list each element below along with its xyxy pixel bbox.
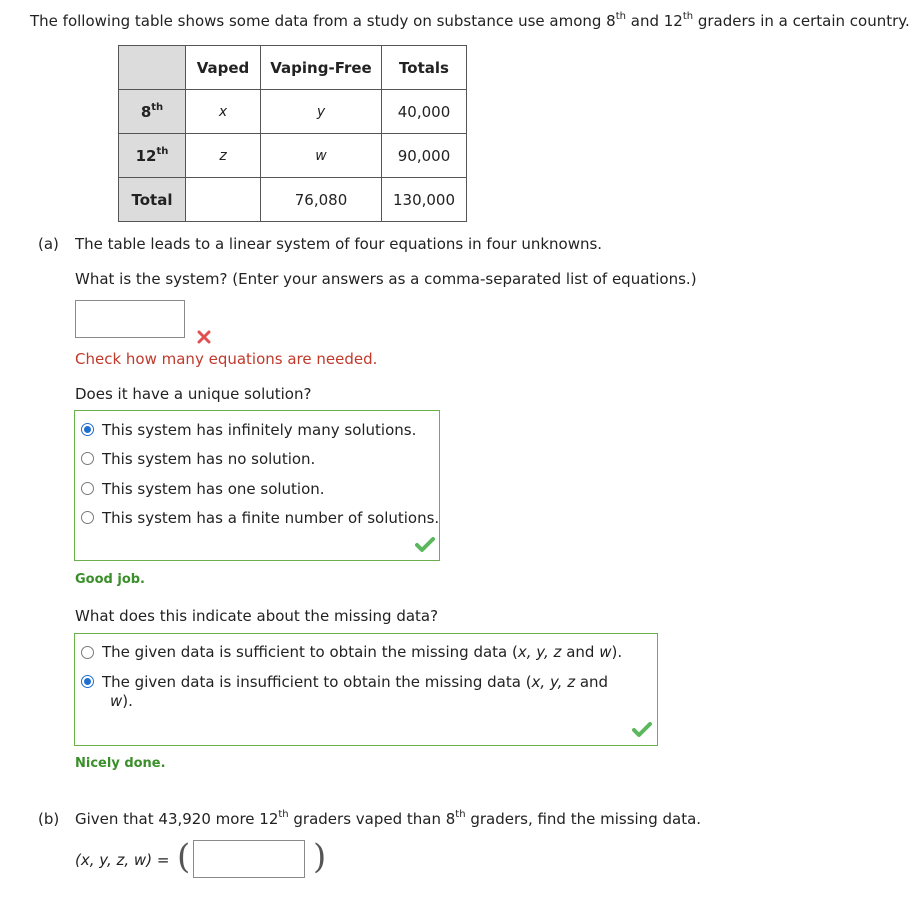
radio-button[interactable] bbox=[81, 646, 94, 659]
row-label: 12th bbox=[119, 134, 186, 178]
table-header-cell: Vaped bbox=[186, 46, 261, 90]
table-corner-cell bbox=[119, 46, 186, 90]
feedback-good-job: Good job. bbox=[75, 572, 145, 587]
system-answer-input[interactable] bbox=[75, 300, 185, 338]
unique-solution-choices bbox=[74, 410, 440, 561]
radio-button[interactable] bbox=[81, 511, 94, 524]
table-cell: w bbox=[261, 134, 382, 178]
table-cell: 76,080 bbox=[261, 178, 382, 222]
error-message: Check how many equations are needed. bbox=[75, 350, 378, 368]
problem-intro: The following table shows some data from a study on substance use among 8th and 12th graders in a certain country. bbox=[30, 11, 910, 30]
table-header-cell: Vaping-Free bbox=[261, 46, 382, 90]
missing-data-input[interactable] bbox=[193, 840, 305, 878]
choice-label[interactable]: This system has no solution. bbox=[102, 450, 316, 468]
unique-solution-question: Does it have a unique solution? bbox=[75, 385, 312, 403]
tuple-label: (x, y, z, w) = bbox=[75, 851, 170, 869]
table-row bbox=[119, 134, 467, 178]
close-paren: ) bbox=[313, 837, 327, 877]
radio-button-selected[interactable] bbox=[81, 423, 94, 436]
choice-label[interactable]: The given data is insufficient to obtain the missing data (x, y, z and w). bbox=[102, 673, 609, 710]
table-cell bbox=[186, 178, 261, 222]
table-cell: 40,000 bbox=[382, 90, 467, 134]
table-cell: 130,000 bbox=[382, 178, 467, 222]
choice-label[interactable]: This system has one solution. bbox=[102, 480, 325, 498]
radio-button[interactable] bbox=[81, 482, 94, 495]
table-cell: y bbox=[261, 90, 382, 134]
feedback-nicely-done: Nicely done. bbox=[75, 756, 166, 771]
part-b-question: Given that 43,920 more 12th graders vaped than 8th graders, find the missing data. bbox=[75, 809, 702, 828]
radio-button[interactable] bbox=[81, 452, 94, 465]
choice-label[interactable]: This system has infinitely many solutions. bbox=[102, 421, 417, 439]
part-a-marker: (a) bbox=[38, 235, 59, 253]
correct-check-icon bbox=[632, 722, 652, 738]
part-a-statement: The table leads to a linear system of four equations in four unknowns. bbox=[75, 235, 603, 253]
table-header-cell: Totals bbox=[382, 46, 467, 90]
choice-label[interactable]: This system has a finite number of solutions. bbox=[102, 509, 440, 527]
missing-data-choices bbox=[74, 633, 658, 746]
open-paren: ( bbox=[177, 837, 191, 877]
table-cell: x bbox=[186, 90, 261, 134]
table-cell: z bbox=[186, 134, 261, 178]
table-cell: 90,000 bbox=[382, 134, 467, 178]
part-a-question: What is the system? (Enter your answers as a comma-separated list of equations.) bbox=[75, 270, 697, 288]
choice-label[interactable]: The given data is sufficient to obtain the missing data (x, y, z and w). bbox=[102, 643, 623, 661]
correct-check-icon bbox=[415, 537, 435, 553]
table-row bbox=[119, 178, 467, 222]
missing-data-question: What does this indicate about the missing data? bbox=[75, 607, 439, 625]
table-header-row bbox=[119, 46, 467, 90]
incorrect-x-icon bbox=[197, 330, 211, 344]
radio-button-selected[interactable] bbox=[81, 675, 94, 688]
table-row bbox=[119, 90, 467, 134]
data-table bbox=[118, 45, 467, 222]
row-label: Total bbox=[119, 178, 186, 222]
part-b-marker: (b) bbox=[38, 810, 60, 828]
row-label: 8th bbox=[119, 90, 186, 134]
